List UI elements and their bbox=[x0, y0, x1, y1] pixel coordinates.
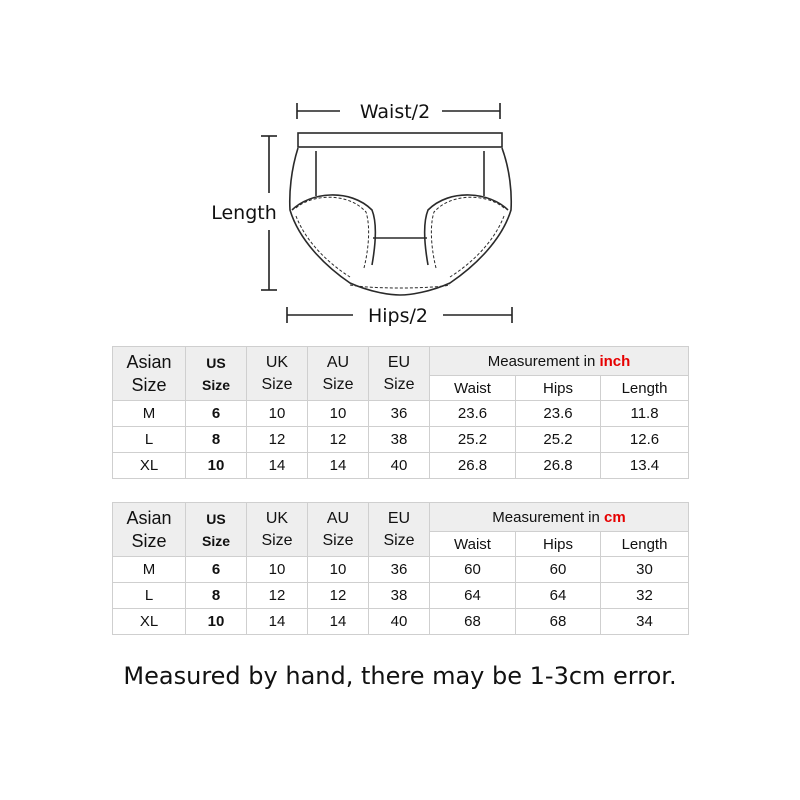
cell-eu: 36 bbox=[369, 401, 430, 427]
cell-waist: 25.2 bbox=[430, 427, 516, 453]
unit-label: cm bbox=[604, 508, 626, 526]
cell-hips: 64 bbox=[516, 583, 601, 609]
cell-asian: XL bbox=[113, 609, 186, 635]
cell-asian: M bbox=[113, 557, 186, 583]
waist-label: Waist/2 bbox=[359, 101, 431, 123]
table-row bbox=[113, 557, 689, 583]
hips-label: Hips/2 bbox=[367, 305, 429, 327]
cell-uk: 14 bbox=[247, 609, 308, 635]
table-row bbox=[113, 583, 689, 609]
cell-hips: 26.8 bbox=[516, 453, 601, 479]
cell-us: 6 bbox=[186, 401, 247, 427]
cell-eu: 38 bbox=[369, 427, 430, 453]
header-waist: Waist bbox=[430, 532, 516, 557]
size-table-cm bbox=[112, 502, 689, 635]
cell-uk: 12 bbox=[247, 583, 308, 609]
cell-asian: L bbox=[113, 427, 186, 453]
header-eu-size: EU Size bbox=[369, 503, 430, 557]
length-label: Length bbox=[211, 202, 277, 224]
cell-asian: L bbox=[113, 583, 186, 609]
cell-au: 14 bbox=[308, 453, 369, 479]
cell-us: 10 bbox=[186, 453, 247, 479]
header-asian-size: Asian Size bbox=[113, 347, 186, 401]
header-uk-size: UK Size bbox=[247, 347, 308, 401]
cell-us: 6 bbox=[186, 557, 247, 583]
header-measurement: Measurement in inch bbox=[430, 347, 689, 376]
briefs-outline-icon bbox=[290, 133, 511, 295]
cell-asian: M bbox=[113, 401, 186, 427]
table-row bbox=[113, 401, 689, 427]
garment-diagram bbox=[0, 0, 800, 340]
table-row bbox=[113, 427, 689, 453]
header-asian-size: Asian Size bbox=[113, 503, 186, 557]
cell-length: 12.6 bbox=[601, 427, 689, 453]
cell-us: 10 bbox=[186, 609, 247, 635]
cell-hips: 23.6 bbox=[516, 401, 601, 427]
cell-eu: 38 bbox=[369, 583, 430, 609]
header-hips: Hips bbox=[516, 532, 601, 557]
cell-eu: 40 bbox=[369, 453, 430, 479]
cell-length: 34 bbox=[601, 609, 689, 635]
header-us-size: US Size bbox=[186, 347, 247, 401]
cell-length: 13.4 bbox=[601, 453, 689, 479]
cell-hips: 25.2 bbox=[516, 427, 601, 453]
cell-waist: 60 bbox=[430, 557, 516, 583]
size-table-inch bbox=[112, 346, 689, 479]
header-measurement: Measurement in cm bbox=[430, 503, 689, 532]
cell-au: 10 bbox=[308, 401, 369, 427]
cell-asian: XL bbox=[113, 453, 186, 479]
cell-hips: 60 bbox=[516, 557, 601, 583]
header-us-size: US Size bbox=[186, 503, 247, 557]
header-eu-size: EU Size bbox=[369, 347, 430, 401]
header-waist: Waist bbox=[430, 376, 516, 401]
unit-label: inch bbox=[599, 352, 631, 370]
measurement-note: Measured by hand, there may be 1-3cm error. bbox=[123, 662, 677, 690]
cell-eu: 40 bbox=[369, 609, 430, 635]
cell-length: 30 bbox=[601, 557, 689, 583]
cell-waist: 64 bbox=[430, 583, 516, 609]
cell-length: 11.8 bbox=[601, 401, 689, 427]
table-row bbox=[113, 609, 689, 635]
table-row bbox=[113, 453, 689, 479]
cell-us: 8 bbox=[186, 583, 247, 609]
cell-uk: 14 bbox=[247, 453, 308, 479]
cell-uk: 10 bbox=[247, 557, 308, 583]
cell-waist: 26.8 bbox=[430, 453, 516, 479]
cell-eu: 36 bbox=[369, 557, 430, 583]
cell-length: 32 bbox=[601, 583, 689, 609]
cell-uk: 10 bbox=[247, 401, 308, 427]
cell-uk: 12 bbox=[247, 427, 308, 453]
cell-au: 14 bbox=[308, 609, 369, 635]
cell-au: 10 bbox=[308, 557, 369, 583]
header-uk-size: UK Size bbox=[247, 503, 308, 557]
header-length: Length bbox=[601, 376, 689, 401]
cell-hips: 68 bbox=[516, 609, 601, 635]
header-au-size: AU Size bbox=[308, 503, 369, 557]
cell-au: 12 bbox=[308, 583, 369, 609]
cell-au: 12 bbox=[308, 427, 369, 453]
header-au-size: AU Size bbox=[308, 347, 369, 401]
header-length: Length bbox=[601, 532, 689, 557]
cell-waist: 23.6 bbox=[430, 401, 516, 427]
header-hips: Hips bbox=[516, 376, 601, 401]
cell-waist: 68 bbox=[430, 609, 516, 635]
cell-us: 8 bbox=[186, 427, 247, 453]
